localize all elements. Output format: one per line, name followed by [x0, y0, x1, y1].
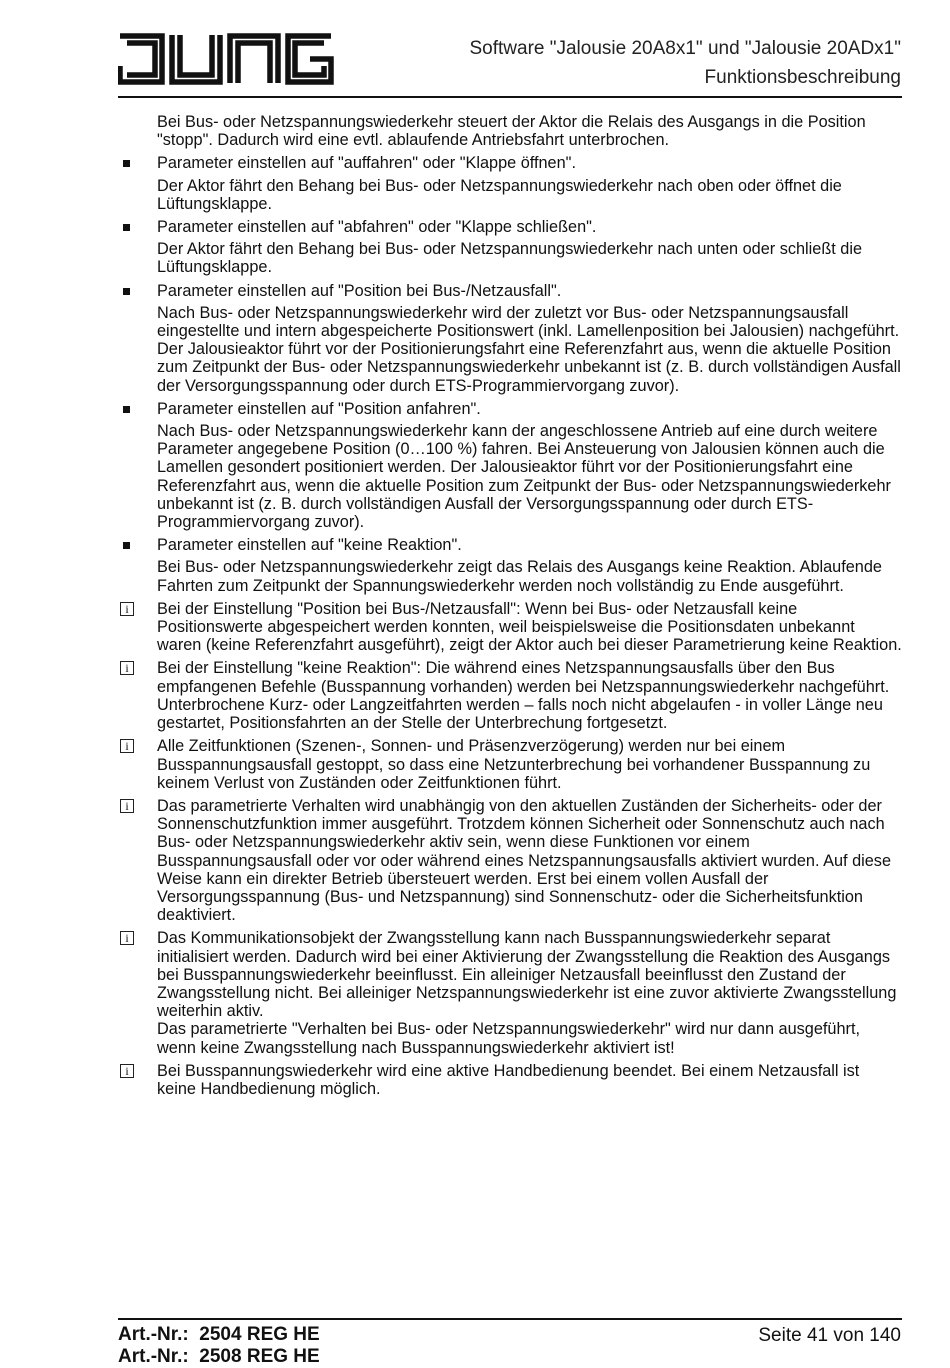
footer-rule: [118, 1318, 902, 1320]
note-text: Alle Zeitfunktionen (Szenen-, Sonnen- und Präsenzverzögerung) werden nur bei einem Busspannungsausfall gestoppt, so dass eine Netzunterbrechung bei vorhandener Busspannung zu keinem Verlust von Zuständen oder Zeitfunktionen führt.: [157, 737, 871, 792]
article-numbers: [118, 1324, 320, 1368]
paragraph-text: Bei Bus- oder Netzspannungswiederkehr steuert der Aktor die Relais des Ausgangs in die Position "stopp". Dadurch wird eine evtl. ablaufende Antriebsfahrt unterbrochen.: [157, 113, 866, 150]
bullet-item: [118, 400, 902, 418]
paragraph-text: Nach Bus- oder Netzspannungswiederkehr wird der zuletzt vor Bus- oder Netzspannungsausfall eingestellte und intern abgespeicherte Positionswert (inkl. Lamellenposition bei Jalousien) nachgeführt. Der Jalousieaktor führt vor der Positionierungsfahrt eine Referenzfahrt aus, wenn die aktuelle Position zum Zeitpunkt der Bus- oder Netzspannungswiederkehr unbekannt ist (z. B. durch vollständigen Ausfall der Versorgungsspannung oder durch ETS-Programmiervorgang zuvor).: [157, 303, 901, 395]
info-note: [118, 659, 902, 732]
paragraph: [118, 177, 902, 213]
paragraph-text: Nach Bus- oder Netzspannungswiederkehr kann der angeschlossene Antrieb auf eine durch weitere Parameter angegebene Position (0…100 %) fahren. Bei Ansteuerung von Jalousien können auch die Lamellen gesondert positioniert werden. Der Jalousieaktor führt vor der Positionierungsfahrt eine Referenzfahrt aus, wenn die aktuelle Position zum Zeitpunkt der Bus- oder Netzspannungswiederkehr unbekannt ist (z. B. durch vollständigen Ausfall der Versorgungsspannung oder durch ETS-Programmiervorgang zuvor).: [157, 422, 891, 532]
paragraph: [118, 422, 902, 531]
square-bullet-icon: [123, 542, 130, 549]
info-icon: i: [120, 602, 134, 616]
bullet-text: Parameter einstellen auf "Position bei Bus-/Netzausfall".: [157, 281, 562, 300]
article-value: 2508 REG HE: [199, 1346, 320, 1367]
paragraph: [118, 304, 902, 395]
jung-logo: [118, 32, 334, 86]
document-title: Software "Jalousie 20A8x1" und "Jalousie 20ADx1": [469, 38, 901, 59]
bullet-item: [118, 154, 902, 172]
info-note: [118, 600, 902, 655]
bullet-text: Parameter einstellen auf "Position anfahren".: [157, 399, 481, 418]
note-text-continued: Das parametrierte "Verhalten bei Bus- oder Netzspannungswiederkehr" wird nur dann ausgeführt, wenn keine Zwangsstellung nach Busspannungswiederkehr aktiviert ist!: [157, 1020, 860, 1057]
info-icon: i: [120, 1064, 134, 1078]
article-label: Art.-Nr.:: [118, 1324, 189, 1345]
header-rule: [118, 96, 902, 98]
page-number: Seite 41 von 140: [758, 1325, 901, 1346]
document-subtitle: Funktionsbeschreibung: [704, 67, 901, 88]
paragraph: [118, 240, 902, 276]
bullet-item: [118, 536, 902, 554]
info-icon: i: [120, 799, 134, 813]
square-bullet-icon: [123, 288, 130, 295]
document-header: [469, 34, 901, 92]
note-text: Das parametrierte Verhalten wird unabhängig von den aktuellen Zuständen der Sicherheits- oder der Sonnenschutzfunktion immer ausgeführt. Trotzdem können Sicherheit oder Sonnenschutz auch nach Bus- oder Netzspannungswiederkehr aktiv sein, wenn diese Funktionen vor einem Busspannungsausfall oder vor oder während eines Netzspannungsausfalls aktiviert wurden. Auf diese Weise kann ein direkter Betrieb übersteuert werden. Erst bei einem vollen Ausfall der Versorgungsspannung (Bus- und Netzspannung) sind Sonnenschutz- oder die Sicherheitsfunktion deaktiviert.: [157, 796, 892, 925]
document-body: [118, 113, 902, 1103]
article-number-1: [118, 1324, 320, 1346]
paragraph-text: Bei Bus- oder Netzspannungswiederkehr zeigt das Relais des Ausgangs keine Reaktion. Ablaufende Fahrten zum Zeitpunkt der Spannungswiederkehr werden noch vollständig zu Ende ausgeführt.: [157, 558, 882, 595]
paragraph-text: Der Aktor fährt den Behang bei Bus- oder Netzspannungswiederkehr nach unten oder schließt die Lüftungsklappe.: [157, 240, 863, 277]
bullet-text: Parameter einstellen auf "auffahren" oder "Klappe öffnen".: [157, 154, 576, 173]
info-note: [118, 929, 902, 1056]
note-text: Bei Busspannungswiederkehr wird eine aktive Handbedienung beendet. Bei einem Netzausfall ist keine Handbedienung möglich.: [157, 1061, 860, 1098]
info-icon: i: [120, 661, 134, 675]
info-icon: i: [120, 739, 134, 753]
square-bullet-icon: [123, 160, 130, 167]
article-label: Art.-Nr.:: [118, 1346, 189, 1367]
paragraph: [118, 558, 902, 594]
article-value: 2504 REG HE: [199, 1324, 320, 1345]
bullet-text: Parameter einstellen auf "keine Reaktion".: [157, 536, 462, 555]
paragraph: [118, 113, 902, 149]
note-text: Das Kommunikationsobjekt der Zwangsstellung kann nach Busspannungswiederkehr separat initialisiert werden. Dadurch wird bei einer Aktivierung der Zwangsstellung die Reaktion des Ausgangs bei Busspannungswiederkehr beeinflusst. Ein alleiniger Netzausfall beeinflusst den Zustand der Zwangsstellung nicht. Bei alleiniger Netzspannungswiederkehr ist eine zuvor aktivierte Zwangsstellung weiterhin aktiv.: [157, 929, 897, 1021]
paragraph-text: Der Aktor fährt den Behang bei Bus- oder Netzspannungswiederkehr nach oben oder öffnet die Lüftungsklappe.: [157, 176, 842, 213]
info-icon: i: [120, 931, 134, 945]
square-bullet-icon: [123, 224, 130, 231]
info-note: [118, 737, 902, 792]
square-bullet-icon: [123, 406, 130, 413]
bullet-text: Parameter einstellen auf "abfahren" oder "Klappe schließen".: [157, 218, 597, 237]
bullet-item: [118, 218, 902, 236]
note-text: Bei der Einstellung "keine Reaktion": Die während eines Netzspannungsausfalls über den Bus empfangenen Befehle (Busspannung vorhanden) werden bei Netzspannungswiederkehr nachgeführt. Unterbrochene Kurz- oder Langzeitfahrten werden – falls noch nicht abgelaufen - in voller Länge neu gestartet, Positionsfahrten an der Stelle der Unterbrechung fortgesetzt.: [157, 659, 890, 733]
note-text: Bei der Einstellung "Position bei Bus-/Netzausfall": Wenn bei Bus- oder Netzausfall keine Positionswerte abgespeichert werden konnten, weil beispielsweise die Positionsdaten unbekannt waren (keine Referenzfahrt ausgeführt), zeigt der Aktor auch bei dieser Parametrierung keine Reaktion.: [157, 599, 902, 655]
bullet-item: [118, 282, 902, 300]
info-note: [118, 1062, 902, 1098]
info-note: [118, 797, 902, 924]
